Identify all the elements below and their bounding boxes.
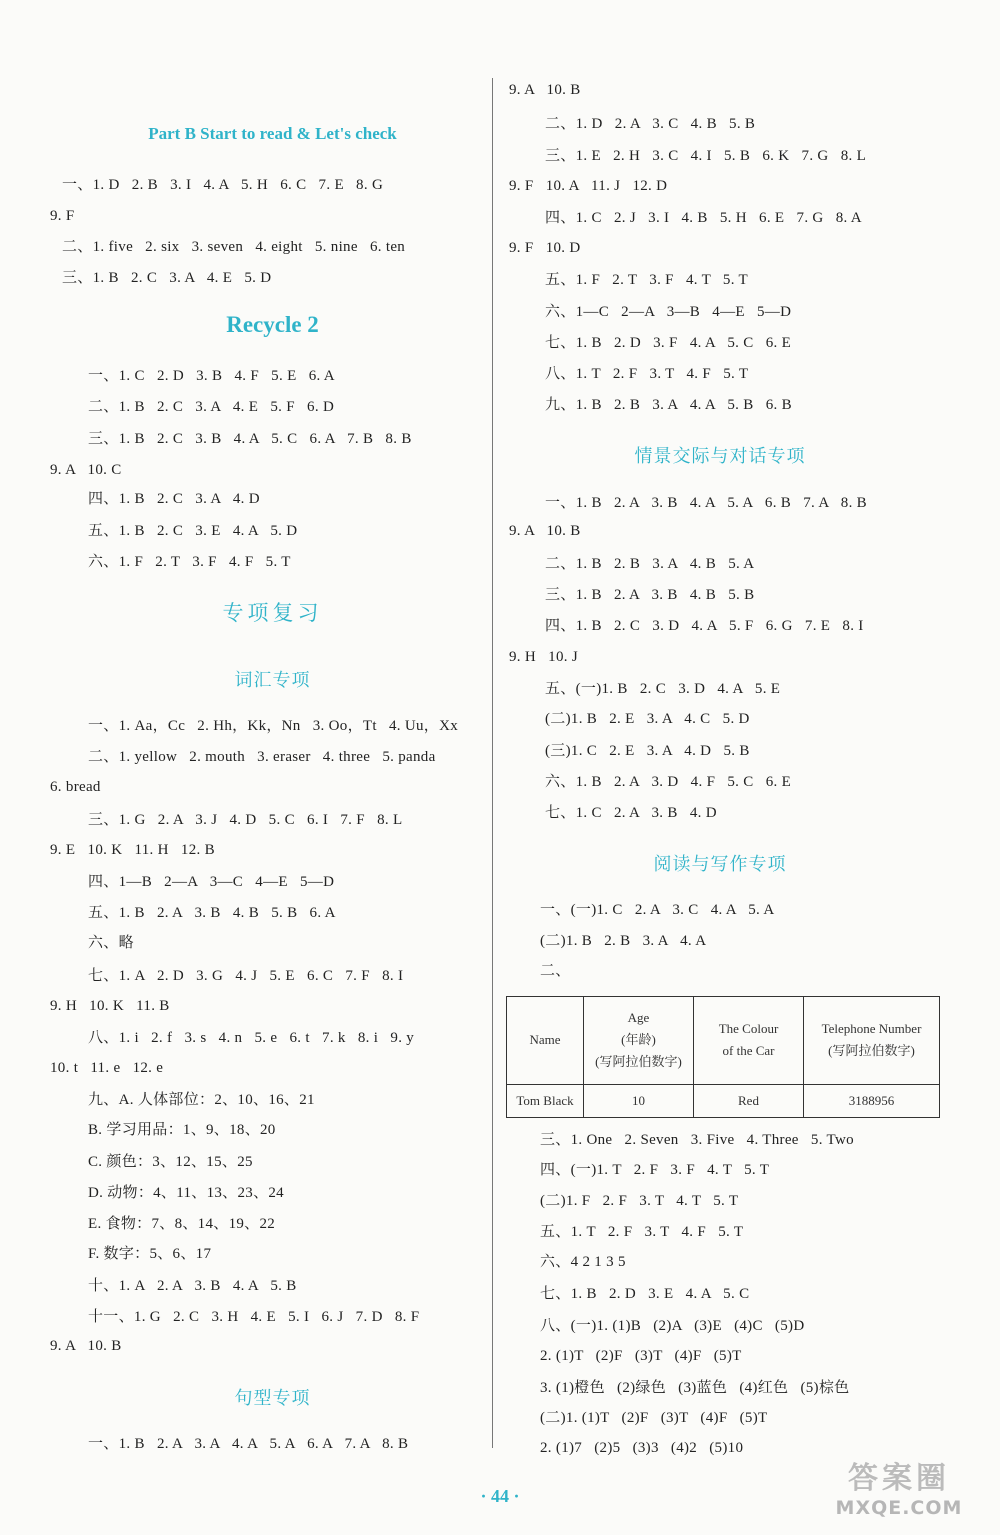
answer-line: 三、1. E 2. H 3. C 4. I 5. B 6. K 7. G 8. L — [545, 148, 867, 164]
vocab-heading: 词汇专项 — [234, 670, 311, 691]
col-name-header: Name — [507, 997, 584, 1085]
answer-line: 五、1. F 2. T 3. F 4. T 5. T — [545, 272, 749, 288]
info-table — [506, 996, 940, 1118]
answer-line: 六、1. F 2. T 3. F 4. F 5. T — [88, 554, 291, 570]
answer-line: 六、略 — [88, 935, 134, 951]
answer-line: 9. A 10. C — [50, 462, 122, 478]
answer-line: 二、1. five 2. six 3. seven 4. eight 5. nine 6. ten — [62, 239, 406, 255]
cell-telephone: 3188956 — [804, 1084, 940, 1117]
answer-line: 八、(一)1. (1)B (2)A (3)E (4)C (5)D — [540, 1318, 805, 1334]
answer-line: 三、1. B 2. C 3. B 4. A 5. C 6. A 7. B 8. B — [88, 431, 412, 447]
part-b-heading: Part B Start to read & Let's check — [148, 124, 397, 143]
answer-line: 9. A 10. B — [50, 1338, 122, 1354]
answer-line: 四、(一)1. T 2. F 3. F 4. T 5. T — [540, 1162, 770, 1178]
answer-line: 七、1. B 2. D 3. E 4. A 5. C — [540, 1286, 750, 1302]
answer-line: 9. F 10. A 11. J 12. D — [509, 178, 668, 194]
table-header-row — [507, 997, 940, 1085]
answer-line: 八、1. i 2. f 3. s 4. n 5. e 6. t 7. k 8. i 9. y — [88, 1030, 415, 1046]
answer-line: 三、1. B 2. C 3. A 4. E 5. D — [62, 270, 272, 286]
answer-line: 十一、1. G 2. C 3. H 4. E 5. I 6. J 7. D 8. F — [88, 1309, 420, 1325]
answer-line: 9. A 10. B — [509, 82, 581, 98]
answer-line: 五、(一)1. B 2. C 3. D 4. A 5. E — [545, 681, 781, 697]
answer-line: 二、1. D 2. A 3. C 4. B 5. B — [545, 116, 756, 132]
answer-line: 六、4 2 1 3 5 — [540, 1254, 626, 1270]
answer-line: 六、1—C 2—A 3—B 4—E 5—D — [545, 304, 792, 320]
answer-line: 三、1. One 2. Seven 3. Five 4. Three 5. Two — [540, 1132, 854, 1148]
answer-line: 一、1. B 2. A 3. A 4. A 5. A 6. A 7. A 8. B — [88, 1436, 409, 1452]
answer-line: (二)1. B 2. E 3. A 4. C 5. D — [545, 711, 750, 727]
cell-name: Tom Black — [507, 1084, 584, 1117]
recycle-2-heading: Recycle 2 — [226, 312, 319, 337]
answer-line: 四、1. B 2. C 3. D 4. A 5. F 6. G 7. E 8. I — [545, 618, 864, 634]
answer-line: 五、1. B 2. A 3. B 4. B 5. B 6. A — [88, 905, 336, 921]
answer-line: 五、1. T 2. F 3. T 4. F 5. T — [540, 1224, 744, 1240]
answer-line: 6. bread — [50, 779, 101, 795]
answer-line: 三、1. B 2. A 3. B 4. B 5. B — [545, 587, 755, 603]
answer-line: 10. t 11. e 12. e — [50, 1060, 164, 1076]
answer-line: E. 食物：7、8、14、19、22 — [88, 1216, 276, 1232]
answer-line: (二)1. B 2. B 3. A 4. A — [540, 933, 707, 949]
answer-line: 四、1. B 2. C 3. A 4. D — [88, 491, 260, 507]
answer-line: 一、1. Aa，Cc 2. Hh，Kk，Nn 3. Oo，Tt 4. Uu，Xx — [88, 718, 459, 734]
cell-age: 10 — [584, 1084, 694, 1117]
answer-line: F. 数字：5、6、17 — [88, 1246, 212, 1262]
answer-line: 十、1. A 2. A 3. B 4. A 5. B — [88, 1278, 297, 1294]
answer-line: 一、1. B 2. A 3. B 4. A 5. A 6. B 7. A 8. B — [545, 495, 867, 511]
col-colour-header: The Colour of the Car — [694, 997, 804, 1085]
column-divider — [492, 78, 493, 1448]
cell-colour: Red — [694, 1084, 804, 1117]
watermark-url: MXQE.COM — [835, 1497, 963, 1519]
col-telephone-header: Telephone Number (写阿拉伯数字) — [804, 997, 940, 1085]
answer-line: 9. A 10. B — [509, 523, 581, 539]
answer-line: C. 颜色：3、12、15、25 — [88, 1154, 253, 1170]
review-heading: 专项复习 — [222, 601, 323, 625]
answer-line: 9. F — [50, 208, 75, 224]
answer-line: 一、1. C 2. D 3. B 4. F 5. E 6. A — [88, 368, 335, 384]
answer-line: 二、1. B 2. C 3. A 4. E 5. F 6. D — [88, 399, 335, 415]
answer-line: 二、 — [540, 963, 571, 979]
reading-heading: 阅读与写作专项 — [653, 854, 787, 875]
answer-line: 三、1. G 2. A 3. J 4. D 5. C 6. I 7. F 8. L — [88, 812, 403, 828]
sentence-heading: 句型专项 — [234, 1388, 311, 1409]
answer-line: 二、1. yellow 2. mouth 3. eraser 4. three 5. panda — [88, 749, 436, 765]
answer-line: 3. (1)橙色 (2)绿色 (3)蓝色 (4)红色 (5)棕色 — [540, 1380, 850, 1396]
answer-line: 四、1—B 2—A 3—C 4—E 5—D — [88, 874, 335, 890]
answer-line: 五、1. B 2. C 3. E 4. A 5. D — [88, 523, 298, 539]
answer-line: 一、1. D 2. B 3. I 4. A 5. H 6. C 7. E 8. G — [62, 177, 384, 193]
col-age-header: Age (年龄) (写阿拉伯数字) — [584, 997, 694, 1085]
answer-line: 七、1. A 2. D 3. G 4. J 5. E 6. C 7. F 8. I — [88, 968, 404, 984]
answer-line: (二)1. (1)T (2)F (3)T (4)F (5)T — [540, 1410, 768, 1426]
answer-line: (二)1. F 2. F 3. T 4. T 5. T — [540, 1193, 739, 1209]
answer-line: 四、1. C 2. J 3. I 4. B 5. H 6. E 7. G 8. A — [545, 210, 862, 226]
answer-line: 七、1. B 2. D 3. F 4. A 5. C 6. E — [545, 335, 792, 351]
dialogue-heading: 情景交际与对话专项 — [634, 446, 806, 467]
watermark-logo: 答案圈 — [848, 1461, 950, 1496]
answer-line: 八、1. T 2. F 3. T 4. F 5. T — [545, 366, 749, 382]
answer-line: D. 动物：4、11、13、23、24 — [88, 1185, 284, 1201]
answer-line: 2. (1)7 (2)5 (3)3 (4)2 (5)10 — [540, 1440, 744, 1456]
answer-line: 9. H 10. K 11. B — [50, 998, 170, 1014]
answer-line: 一、(一)1. C 2. A 3. C 4. A 5. A — [540, 902, 775, 918]
answer-line: 六、1. B 2. A 3. D 4. F 5. C 6. E — [545, 774, 792, 790]
answer-line: 九、A. 人体部位：2、10、16、21 — [88, 1092, 315, 1108]
answer-line: (三)1. C 2. E 3. A 4. D 5. B — [545, 743, 750, 759]
answer-line: 2. (1)T (2)F (3)T (4)F (5)T — [540, 1348, 742, 1364]
answer-line: 9. E 10. K 11. H 12. B — [50, 842, 215, 858]
page-number: · 44 · — [480, 1486, 520, 1506]
watermark — [814, 1453, 984, 1523]
answer-line: 七、1. C 2. A 3. B 4. D — [545, 805, 717, 821]
answer-line: 9. H 10. J — [509, 649, 579, 665]
answer-line: 二、1. B 2. B 3. A 4. B 5. A — [545, 556, 755, 572]
answer-line: 9. F 10. D — [509, 240, 581, 256]
answer-line: B. 学习用品：1、9、18、20 — [88, 1122, 276, 1138]
answer-line: 九、1. B 2. B 3. A 4. A 5. B 6. B — [545, 397, 792, 413]
table-row — [507, 1084, 940, 1117]
